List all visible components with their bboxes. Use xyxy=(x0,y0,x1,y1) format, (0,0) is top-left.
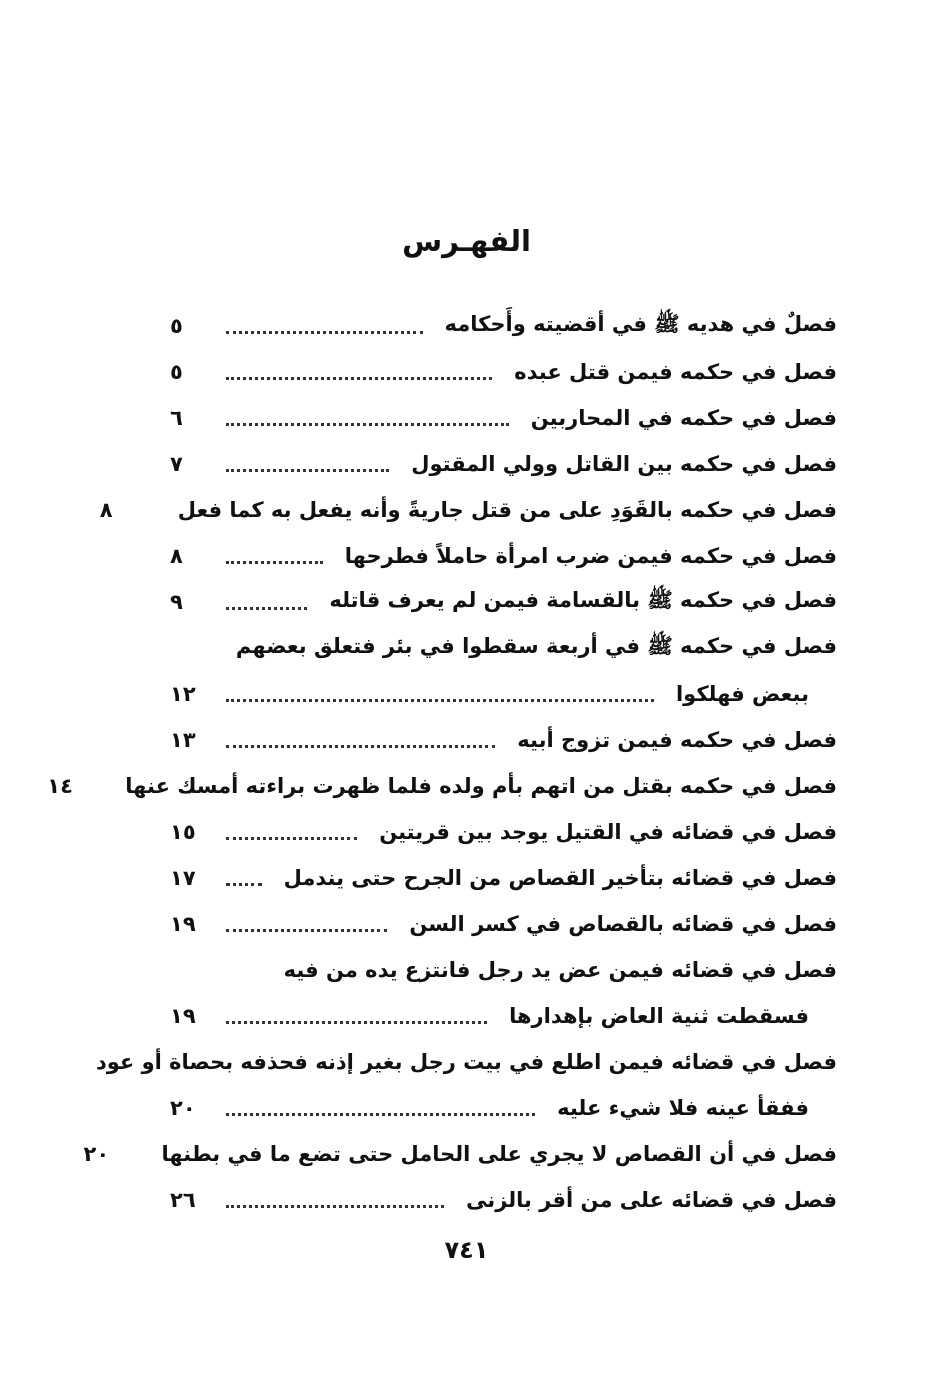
toc-entry[interactable] xyxy=(170,398,837,438)
dot-leader xyxy=(226,835,357,840)
toc-entry-label: فسقطت ثنية العاض بإهدارها xyxy=(509,1004,809,1028)
dot-leader xyxy=(226,421,509,426)
toc-entry-page: ٥ xyxy=(170,314,183,338)
toc-entry-label: ففقأ عينه فلا شيء عليه xyxy=(557,1096,809,1120)
dot-leader xyxy=(226,375,492,380)
toc-entry-page: ١٩ xyxy=(170,1004,196,1028)
toc-entry-label: فصل في حكمه بقتل من اتهم بأم ولده فلما ظهرت براءته أمسك عنها xyxy=(125,774,837,798)
toc-entry-label: فصل في حكمه بين القاتل وولي المقتول xyxy=(411,452,837,476)
toc-entry-label: فصل في قضائه بتأخير القصاص من الجرح حتى يندمل xyxy=(283,866,837,890)
toc-entry-page: ١٧ xyxy=(170,866,196,890)
dot-leader xyxy=(226,605,307,610)
dot-leader xyxy=(226,329,423,334)
toc-entry-page: ٢٦ xyxy=(170,1188,196,1212)
toc-entry-continuation[interactable] xyxy=(170,1088,809,1128)
dot-leader xyxy=(226,743,495,748)
toc-entry-continuation[interactable] xyxy=(170,674,809,714)
toc-entry[interactable] xyxy=(170,536,837,576)
toc-entry-label: فصلٌ في هديه ﷺ في أقضيته وأَحكامه xyxy=(444,311,837,336)
toc-entry-page: ١٣ xyxy=(170,728,196,752)
toc-entry-label: فصل في أن القصاص لا يجري على الحامل حتى تضع ما في بطنها xyxy=(161,1142,837,1166)
dot-leader xyxy=(226,1203,444,1208)
toc-entry[interactable] xyxy=(170,720,837,760)
dot-leader xyxy=(226,1111,535,1116)
toc-entry-label: فصل في حكمه في المحاربين xyxy=(530,406,837,430)
toc-entry[interactable] xyxy=(170,858,837,898)
toc-entry-label: فصل في حكمه فيمن قتل عبده xyxy=(514,360,837,384)
toc-entry-page: ١٩ xyxy=(170,912,196,936)
toc-entry[interactable] xyxy=(170,352,837,392)
page-number: ٧٤١ xyxy=(444,1236,489,1264)
toc-entry-label: فصل في قضائه بالقصاص في كسر السن xyxy=(409,912,837,936)
toc-entry-first-line[interactable] xyxy=(170,628,837,668)
toc-entry-page: ٥ xyxy=(170,360,183,384)
toc-entry-page: ٨ xyxy=(170,544,183,568)
toc-entry-label: فصل في قضائه فيمن اطلع في بيت رجل بغير إذنه فحذفه بحصاة أو عود xyxy=(95,1050,837,1074)
page-title: الفهـرس xyxy=(402,224,531,258)
toc-entry[interactable] xyxy=(47,766,837,806)
toc-entry-page: ٧ xyxy=(170,452,183,476)
toc-entry-label: فصل في حكمه فيمن ضرب امرأة حاملاً فطرحها xyxy=(344,544,837,568)
toc-entry-page: ٨ xyxy=(99,498,113,522)
toc-entry-label: فصل في حكمه ﷺ في أربعة سقطوا في بئر فتعلق بعضهم xyxy=(235,633,837,658)
toc-entry[interactable] xyxy=(170,904,837,944)
toc-entry-label: فصل في قضائه في القتيل يوجد بين قريتين xyxy=(379,820,837,844)
toc-entry-page: ١٤ xyxy=(47,774,73,798)
toc-entry[interactable] xyxy=(170,582,837,622)
dot-leader xyxy=(226,697,654,702)
toc-entry-continuation[interactable] xyxy=(170,996,809,1036)
toc-entry[interactable] xyxy=(170,306,837,346)
toc-entry-label: ببعض فهلكوا xyxy=(675,682,809,706)
toc-entry-page: ١٥ xyxy=(170,820,196,844)
toc-entry[interactable] xyxy=(170,812,837,852)
toc-entry-label: فصل في حكمه ﷺ بالقسامة فيمن لم يعرف قاتله xyxy=(329,587,837,612)
toc-entry-page: ٢٠ xyxy=(83,1142,110,1166)
toc-entry-first-line[interactable] xyxy=(95,1042,837,1082)
toc-entry-label: فصل في حكمه فيمن تزوج أبيه xyxy=(517,728,837,752)
toc-entry-page: ١٢ xyxy=(170,682,196,706)
dot-leader xyxy=(226,927,387,932)
toc-entry[interactable] xyxy=(83,1134,837,1174)
toc-entry[interactable] xyxy=(170,444,837,484)
toc-entry-label: فصل في قضائه على من أقر بالزنى xyxy=(466,1188,837,1212)
dot-leader xyxy=(226,559,323,564)
dot-leader xyxy=(226,467,389,472)
toc-entry-first-line[interactable] xyxy=(170,950,837,990)
toc-entry-page: ٦ xyxy=(170,406,183,430)
toc-entry-page: ٩ xyxy=(170,590,183,614)
toc-entry[interactable] xyxy=(170,1180,837,1220)
dot-leader xyxy=(226,1019,487,1024)
toc-entry-label: فصل في قضائه فيمن عض يد رجل فانتزع يده من فيه xyxy=(283,958,837,982)
dot-leader xyxy=(226,881,262,886)
toc-entry-label: فصل في حكمه بالقَوَدِ على من قتل جاريةً وأنه يفعل به كما فعل xyxy=(177,498,837,522)
toc-entry[interactable] xyxy=(99,490,837,530)
toc-entry-page: ٢٠ xyxy=(170,1096,196,1120)
